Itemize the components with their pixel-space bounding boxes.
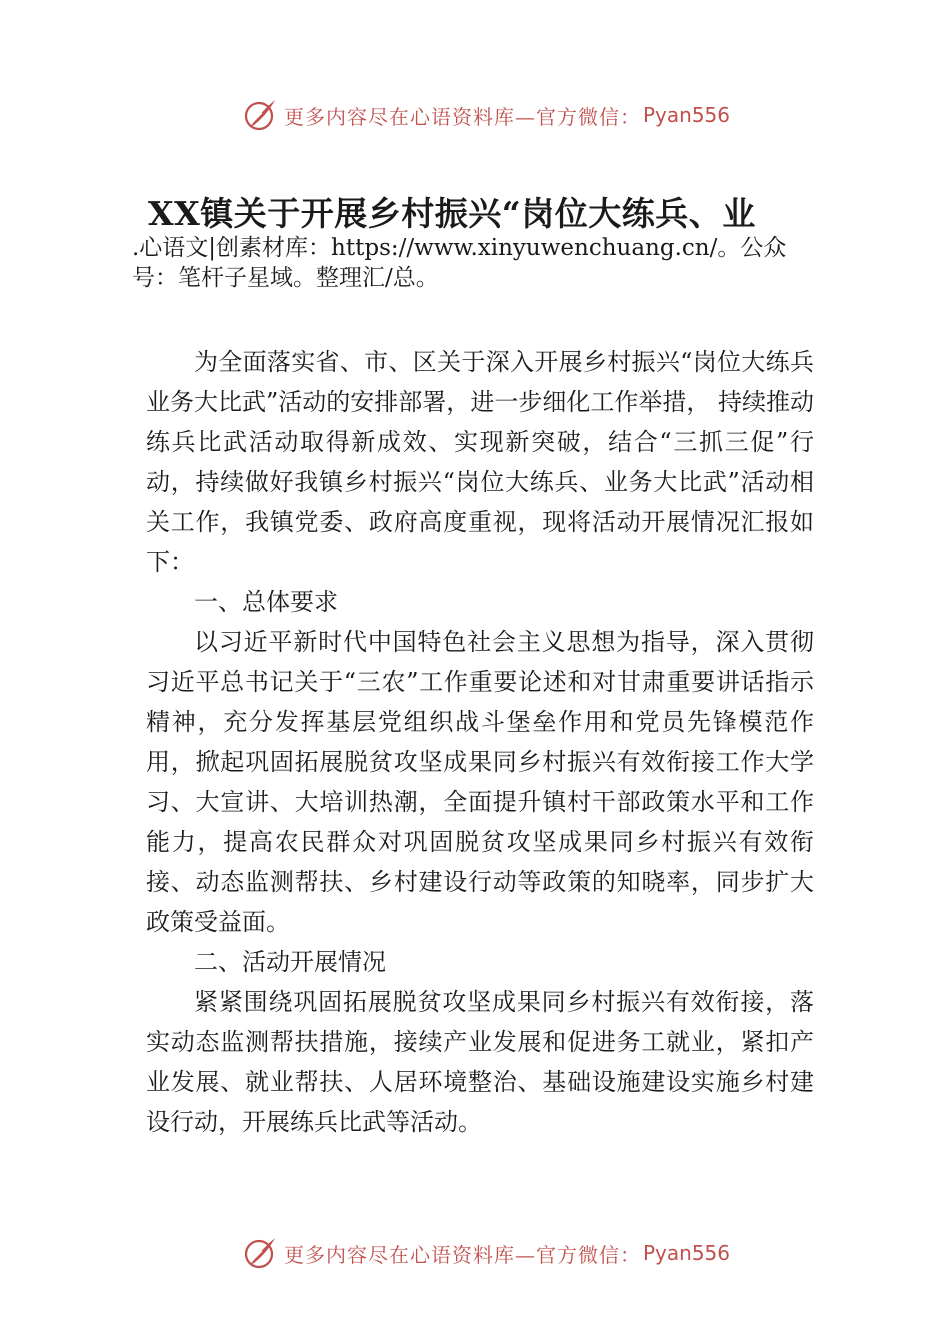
source-note: .心语文|创素材库：https://www.xinyuwenchuang.cn/。公众号：笔杆子星域。整理汇/总。 <box>132 235 787 291</box>
body-paragraph: 紧紧围绕巩固拓展脱贫攻坚成果同乡村振兴有效衔接，落实动态监测帮扶措施，接续产业发展和促进务工就业，紧扣产业发展、就业帮扶、人居环境整治、基础设施建设实施乡村建设行动，开展练兵比武等活动。 <box>146 988 814 1136</box>
banner-text: 更多内容尽在心语资料库—官方微信： <box>284 104 641 129</box>
body-paragraph: 为全面落实省、市、区关于深入开展乡村振兴“岗位大练兵业务大比武”活动的安排部署，进一步细化工作举措， 持续推动练兵比武活动取得新成效、实现新突破，结合“三抓三促”行动，持续做好我镇乡村振兴“岗位大练兵、业务大比武”活动相关工作，我镇党委、政府高度重视，现将活动开展情况汇报如下： <box>146 348 814 576</box>
banner-handle: Pyan556 <box>643 1241 731 1265</box>
banner-text: 更多内容尽在心语资料库—官方微信： <box>284 1242 641 1267</box>
body-paragraph: 以习近平新时代中国特色社会主义思想为指导，深入贯彻习近平总书记关于“三农”工作重要论述和对甘肃重要讲话指示精神，充分发挥基层党组织战斗堡垒作用和党员先锋模范作用，掀起巩固拓展脱贫攻坚成果同乡村振兴有效衔接工作大学习、大宣讲、大培训热潮，全面提升镇村干部政策水平和工作能力，提高农民群众对巩固脱贫攻坚成果同乡村振兴有效衔接、动态监测帮扶、乡村建设行动等政策的知晓率，同步扩大政策受益面。 <box>146 628 814 936</box>
header-banner <box>242 95 730 135</box>
section-heading: 二、活动开展情况 <box>194 948 386 976</box>
document-title: XX镇关于开展乡村振兴“岗位大练兵、业 <box>148 194 756 233</box>
banner-handle: Pyan556 <box>643 103 731 127</box>
footer-banner <box>242 1233 730 1273</box>
section-heading: 一、总体要求 <box>194 588 338 616</box>
document-body <box>146 342 814 1142</box>
feather-quill-icon <box>242 97 278 133</box>
feather-quill-icon <box>242 1235 278 1271</box>
